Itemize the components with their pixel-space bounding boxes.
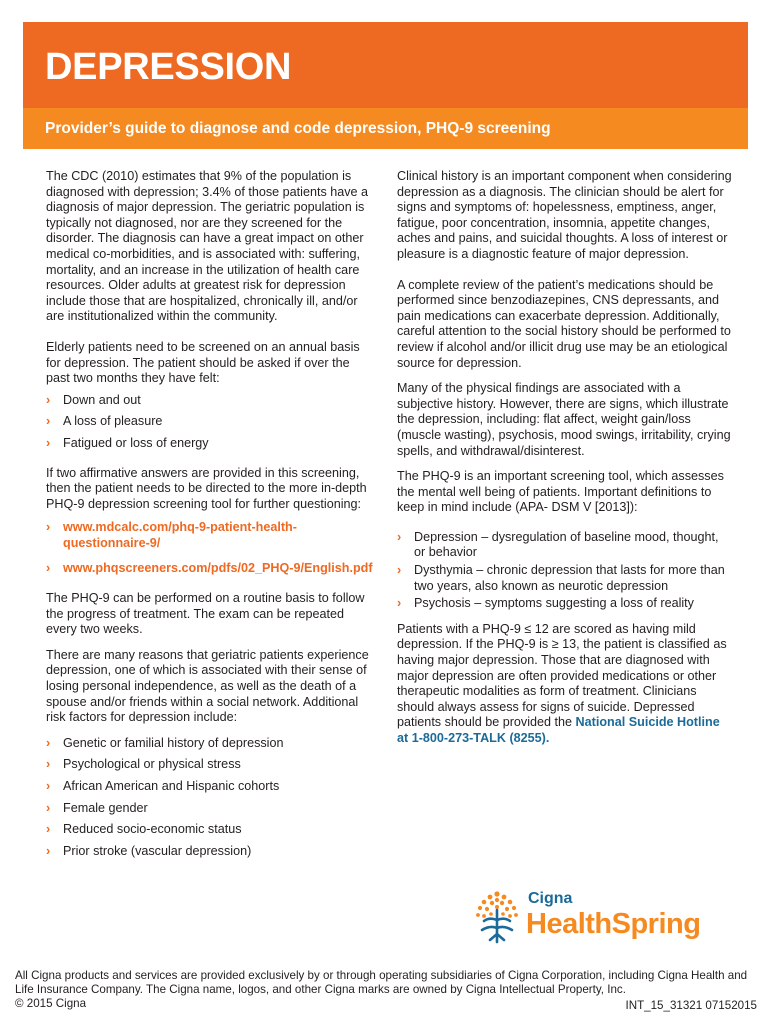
chevron-right-icon: › [46, 392, 51, 407]
cigna-wordmark: Cigna [528, 890, 573, 907]
chevron-right-icon: › [46, 779, 51, 793]
right-column [397, 169, 732, 762]
healthspring-wordmark: HealthSpring [526, 908, 701, 940]
physical-findings-paragraph: Many of the physical findings are associated with a subjective history. However, there are signs, which illustrate the depression, including: flat affect, weight gain/loss (muscle wasting), psychosis, mood swings, irritability, crying spells, and withdrawal/disinterest. [397, 381, 731, 458]
chevron-right-icon: › [397, 529, 402, 544]
mdcalc-link[interactable]: www.mdcalc.com/phq-9-patient-health-questionnaire-9/ [63, 520, 297, 550]
chevron-right-icon: › [397, 563, 402, 578]
page-subtitle: Provider’s guide to diagnose and code depression, PHQ-9 screening [45, 120, 551, 137]
phq9-tool-paragraph: The PHQ-9 is an important screening tool, which assesses the mental well being of patients. Important definitions to keep in mind include (APA- DSM V [2013]): [397, 469, 724, 515]
list-item: › African American and Hispanic cohorts [46, 779, 280, 793]
footer-disclaimer: All Cigna products and services are provided exclusively by or through operating subsidiaries of Cigna Corporation, including Cigna Health and Life Insurance Company. The Cigna name, logos, and other Cigna marks are owned by Cigna Intellectual Property, Inc. [15, 969, 748, 996]
tree-icon [470, 888, 525, 946]
list-item: › A loss of pleasure [46, 414, 163, 429]
scoring-paragraph: Patients with a PHQ-9 ≤ 12 are scored as having mild depression. If the PHQ-9 is ≥ 13, the patient is classified as having major depression. Those that are diagnosed with major depression are often provided medications or other therapeutic modalities as form of treatment. Clinicians should always assess for signs of suicide. Depressed patients should be provided the National Suicide Hotline at 1-800-273-TALK (8255). [397, 621, 727, 745]
chevron-right-icon: › [46, 822, 51, 837]
footer-copyright: © 2015 Cigna [15, 997, 87, 1010]
chevron-right-icon: › [46, 735, 51, 750]
list-item: › Prior stroke (vascular depression) [46, 843, 252, 858]
clinical-history-paragraph: Clinical history is an important component when considering depression as a diagnosis. The clinician should be alert for signs and symptoms of: hopelessness, emptiness, anger, fatigue, poor concentration, insomnia, appetite changes, aches and pains, and suicidal thoughts. A loss of interest or pleasure is a diagnostic feature of major depression. [397, 169, 732, 261]
routine-paragraph: The PHQ-9 can be performed on a routine basis to follow the progress of treatment. The exam can be repeated every two weeks. [46, 591, 365, 637]
chevron-right-icon: › [46, 435, 51, 450]
phq-links-list [46, 520, 376, 577]
feelings-list [46, 393, 376, 452]
chevron-right-icon: › [46, 414, 51, 429]
list-item [46, 561, 376, 577]
list-item: › Reduced socio-economic status [46, 822, 242, 837]
chevron-right-icon: › [46, 843, 51, 858]
document-id: INT_15_31321 07152015 [625, 999, 757, 1012]
chevron-right-icon: › [46, 520, 51, 535]
chevron-right-icon: › [46, 561, 51, 576]
list-item: › Fatigued or loss of energy [46, 435, 209, 450]
list-item: › Down and out [46, 392, 141, 407]
chevron-right-icon: › [46, 800, 51, 815]
page-title: DEPRESSION [45, 46, 292, 88]
medications-paragraph: A complete review of the patient’s medications should be performed since benzodiazepines, CNS depressants, and pain medications can exacerbate depression. Additionally, careful attention to the social history should be performed to review if alcohol and/or illicit drug use may be an etiological source for depression. [397, 277, 731, 370]
phqscreeners-link[interactable]: www.phqscreeners.com/pdfs/02_PHQ-9/English.pdf [63, 561, 373, 576]
definitions-list [397, 530, 732, 612]
list-item: › Depression – dysregulation of baseline mood, thought, or behavior [397, 529, 719, 560]
list-item: › Psychological or physical stress [46, 757, 241, 772]
risk-factors-list [46, 736, 376, 860]
suicide-hotline-link[interactable]: National Suicide Hotline at 1-800-273-TALK (8255). [397, 715, 720, 745]
screening-paragraph: Elderly patients need to be screened on an annual basis for depression. The patient should be asked if over the past two months they have felt: [46, 339, 360, 386]
list-item: › Dysthymia – chronic depression that lasts for more than two years, also known as neurotic depression [397, 563, 725, 593]
list-item: › Genetic or familial history of depression [46, 735, 284, 750]
cdc-paragraph: The CDC (2010) estimates that 9% of the population is diagnosed with depression; 3.4% of those patients have a diagnosis of major depression. The geriatric population is typically not diagnosed, nor are they screened for the disorder. The diagnosis can have a great impact on other medical co-morbidities, and is associated with: suffering, mortality, and an increase in the utilization of health care resources. Older adults at greatest risk for depression include those that are hospitalized, chronically ill, and/or are institutionalized within the community. [46, 169, 369, 324]
left-column [46, 169, 376, 873]
cigna-healthspring-logo [470, 888, 720, 950]
chevron-right-icon: › [397, 596, 402, 611]
list-item [46, 520, 376, 551]
reasons-paragraph: There are many reasons that geriatric patients experience depression, one of which is associated with their sense of losing personal independence, as well as the death of a spouse and/or friends within a social network. Additional risk factors for depression include: [46, 647, 369, 725]
list-item: › Psychosis – symptoms suggesting a loss of reality [397, 596, 694, 611]
chevron-right-icon: › [46, 757, 51, 772]
affirmative-paragraph: If two affirmative answers are provided in this screening, then the patient needs to be directed to the more in-depth PHQ-9 depression screening tool for further questioning: [46, 465, 367, 511]
list-item: › Female gender [46, 800, 148, 815]
